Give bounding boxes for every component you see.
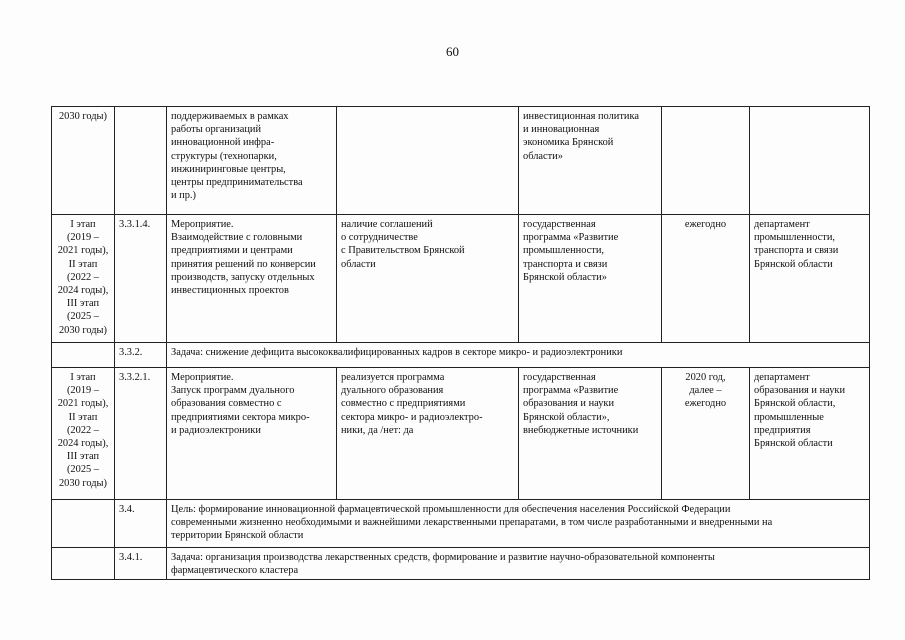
- stage-cell: 2030 годы): [52, 107, 115, 215]
- executor-cell: [750, 107, 870, 215]
- indicator-cell: реализуется программа дуального образования совместно с предприятиями сектора микро- и радиоэлектро- ники, да /нет: да: [337, 368, 519, 500]
- page-number: 60: [446, 44, 459, 59]
- table-row: [52, 107, 870, 215]
- table-row: [52, 215, 870, 343]
- executor-cell: департамент промышленности, транспорта и связи Брянской области: [750, 215, 870, 343]
- task-cell: Задача: снижение дефицита высококвалифицированных кадров в секторе микро- и радиоэлектроники: [167, 343, 870, 368]
- table-row: [52, 500, 870, 548]
- number-cell: 3.4.1.: [115, 548, 167, 580]
- plan-table: [51, 106, 870, 580]
- activity-cell: Мероприятие. Взаимодействие с головными предприятиями и центрами принятия решений по конверсии производств, запуску отдельных инвестиционных проектов: [167, 215, 337, 343]
- table-row: [52, 343, 870, 368]
- number-cell: 3.3.2.1.: [115, 368, 167, 500]
- table-row: [52, 368, 870, 500]
- stage-cell: I этап (2019 – 2021 годы), II этап (2022 – 2024 годы), III этап (2025 – 2030 годы): [52, 215, 115, 343]
- number-cell: [115, 107, 167, 215]
- stage-cell: [52, 548, 115, 580]
- number-cell: 3.4.: [115, 500, 167, 548]
- activity-cell: поддерживаемых в рамках работы организаций инновационной инфра- структуры (технопарки, инжиниринговые центры, центры предпринимательства и пр.): [167, 107, 337, 215]
- term-cell: [662, 107, 750, 215]
- term-cell: ежегодно: [662, 215, 750, 343]
- activity-cell: Мероприятие. Запуск программ дуального образования совместно с предприятиями сектора микро- и радиоэлектроники: [167, 368, 337, 500]
- stage-cell: [52, 343, 115, 368]
- task-cell: Задача: организация производства лекарственных средств, формирование и развитие научно-образовательной компоненты фармацевтического кластера: [167, 548, 870, 580]
- term-cell: 2020 год, далее – ежегодно: [662, 368, 750, 500]
- number-cell: 3.3.2.: [115, 343, 167, 368]
- stage-cell: [52, 500, 115, 548]
- program-cell: государственная программа «Развитие промышленности, транспорта и связи Брянской области»: [519, 215, 662, 343]
- indicator-cell: [337, 107, 519, 215]
- executor-cell: департамент образования и науки Брянской области, промышленные предприятия Брянской области: [750, 368, 870, 500]
- goal-cell: Цель: формирование инновационной фармацевтической промышленности для обеспечения населения Российской Федерации современными жизненно необходимыми и важнейшими лекарственными препаратами, в том числе разработанными и внедренными на территории Брянской области: [167, 500, 870, 548]
- stage-cell: I этап (2019 – 2021 годы), II этап (2022 – 2024 годы), III этап (2025 – 2030 годы): [52, 368, 115, 500]
- program-cell: инвестиционная политика и инновационная экономика Брянской области»: [519, 107, 662, 215]
- number-cell: 3.3.1.4.: [115, 215, 167, 343]
- program-cell: государственная программа «Развитие образования и науки Брянской области», внебюджетные источники: [519, 368, 662, 500]
- table-row: [52, 548, 870, 580]
- indicator-cell: наличие соглашений о сотрудничестве с Правительством Брянской области: [337, 215, 519, 343]
